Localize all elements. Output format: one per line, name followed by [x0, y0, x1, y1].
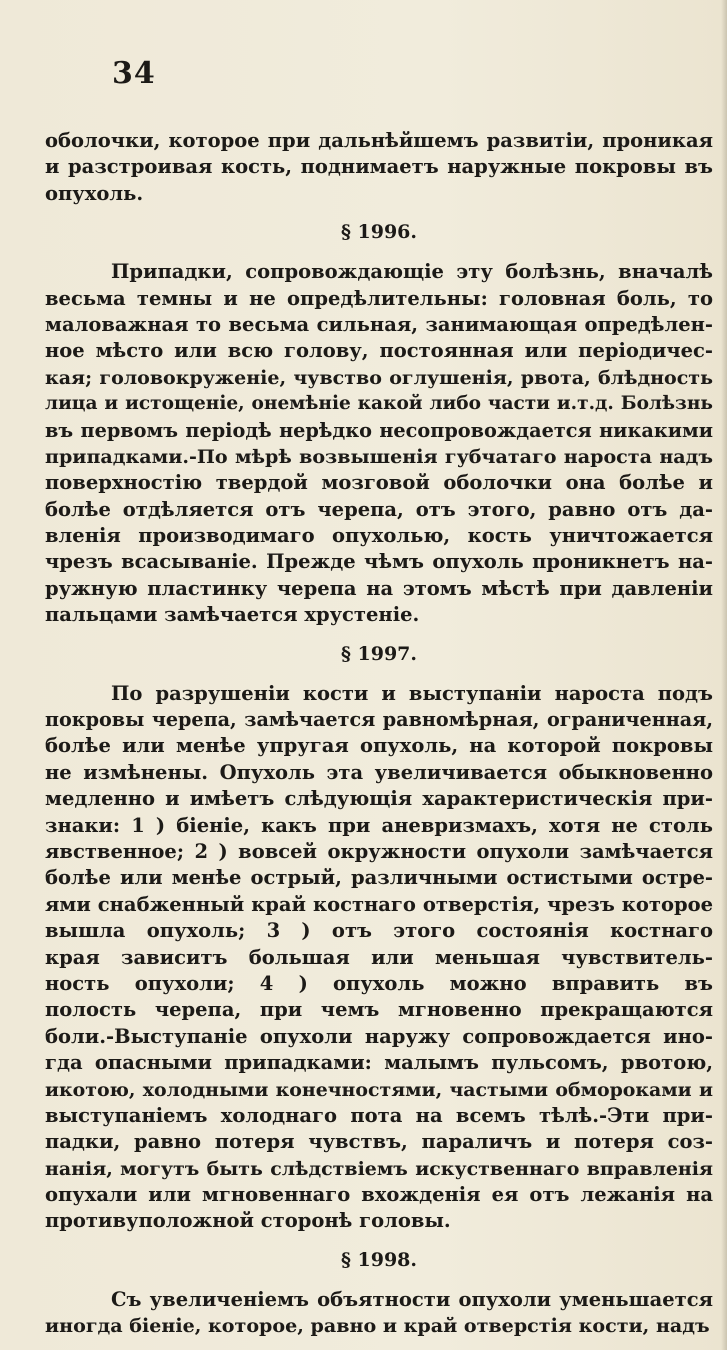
page-edge-shadow — [721, 0, 727, 1350]
text-line: вышла опухоль; 3 ) отъ этого состоянія костнаго — [45, 919, 713, 943]
text-line: весьма темны и не опредѣлительны: головная боль, то — [45, 286, 713, 310]
text-line: вленія производимаго опухолью, кость уничтожается — [45, 524, 713, 548]
text-line: По разрушеніи кости и выступаніи нароста подъ — [111, 681, 713, 705]
text-line: оболочки, которое при дальнѣйшемъ развитіи, проникая — [45, 129, 713, 152]
text-line: болѣе или менѣе упругая опухоль, на которой покровы — [45, 734, 713, 758]
page-number: 34 — [112, 56, 156, 91]
text-line: края зависитъ большая или меньшая чувствитель- — [45, 945, 713, 969]
text-line: медленно и имѣетъ слѣдующія характеристическія при- — [45, 787, 713, 811]
text-line: ное мѣсто или всю голову, постоянная или періодичес- — [45, 339, 713, 363]
text-line: ность опухоли; 4 ) опухоль можно вправить въ — [45, 971, 713, 995]
text-line: поверхностію твердой мозговой оболочки она болѣе и — [45, 471, 713, 495]
paragraph — [45, 681, 713, 1235]
text-line: икотою, холодными конечностями, частыми обмороками и — [45, 1078, 713, 1101]
section-heading: § 1996. — [340, 221, 418, 244]
text-line: болѣе отдѣляется отъ черепа, отъ этого, равно отъ да- — [45, 497, 713, 521]
text-line: боли.-Выступаніе опухоли наружу сопровождается ино- — [45, 1024, 713, 1048]
page-text-body — [45, 128, 713, 1340]
text-line: чрезъ всасываніе. Прежде чѣмъ опухоль проникнетъ на- — [45, 550, 713, 574]
text-line: покровы черепа, замѣчается равномѣрная, ограниченная, — [45, 708, 713, 732]
text-line: лица и истощеніе, онемѣніе какой либо части и.т.д. Болѣзнь — [45, 393, 713, 415]
section-heading: § 1997. — [340, 642, 418, 665]
text-line: опухоль. — [45, 181, 144, 205]
text-line: Припадки, сопровождающіе эту болѣзнь, вначалѣ — [111, 260, 713, 284]
text-line: не измѣнены. Опухоль эта увеличивается обыкновенно — [45, 760, 713, 784]
text-line: въ первомъ періодѣ нерѣдко несопровождается никакими — [45, 418, 713, 442]
text-line: ями снабженный край костнаго отверстія, чрезъ которое — [45, 892, 713, 916]
paragraph — [45, 128, 713, 207]
text-line: ружную пластинку черепа на этомъ мѣстѣ при давленіи — [45, 576, 713, 600]
text-line: иногда біеніе, которое, равно и край отверстія кости, надъ — [45, 1315, 710, 1338]
text-line: опухали или мгновеннаго вхожденія ея отъ лежанія на — [45, 1183, 713, 1207]
text-line: противуположной сторонѣ головы. — [45, 1209, 451, 1233]
paragraph — [45, 1287, 713, 1340]
text-line: и разстроивая кость, поднимаетъ наружные покровы въ — [45, 155, 713, 179]
text-line: знаки: 1 ) біеніе, какъ при аневризмахъ, хотя не столь — [45, 813, 713, 837]
text-line: нанія, могутъ быть слѣдствіемъ искуственнаго вправленія — [45, 1157, 713, 1180]
text-line: падки, равно потеря чувствъ, параличъ и потеря соз- — [45, 1130, 713, 1154]
text-line: кая; головокруженіе, чувство оглушенія, рвота, блѣдность — [45, 366, 713, 389]
paragraph — [45, 259, 713, 628]
text-line: припадками.-По мѣрѣ возвышенія губчатаго нароста надъ — [45, 445, 713, 468]
text-line: гда опасными припадками: малымъ пульсомъ, рвотою, — [45, 1051, 713, 1075]
text-line: выступаніемъ холоднаго пота на всемъ тѣлѣ.-Эти при- — [45, 1103, 713, 1127]
text-line: Съ увеличеніемъ объятности опухоли уменьшается — [111, 1287, 713, 1311]
text-line: пальцами замѣчается хрустеніе. — [45, 603, 420, 627]
text-line: маловажная то весьма сильная, занимающая опредѣлен- — [45, 312, 713, 336]
text-line: болѣе или менѣе острый, различными остистыми остре- — [45, 866, 713, 890]
text-line: полость черепа, при чемъ мгновенно прекращаются — [45, 998, 713, 1022]
text-line: явственное; 2 ) вовсей окружности опухоли замѣчается — [45, 839, 713, 863]
section-heading: § 1998. — [340, 1248, 418, 1271]
